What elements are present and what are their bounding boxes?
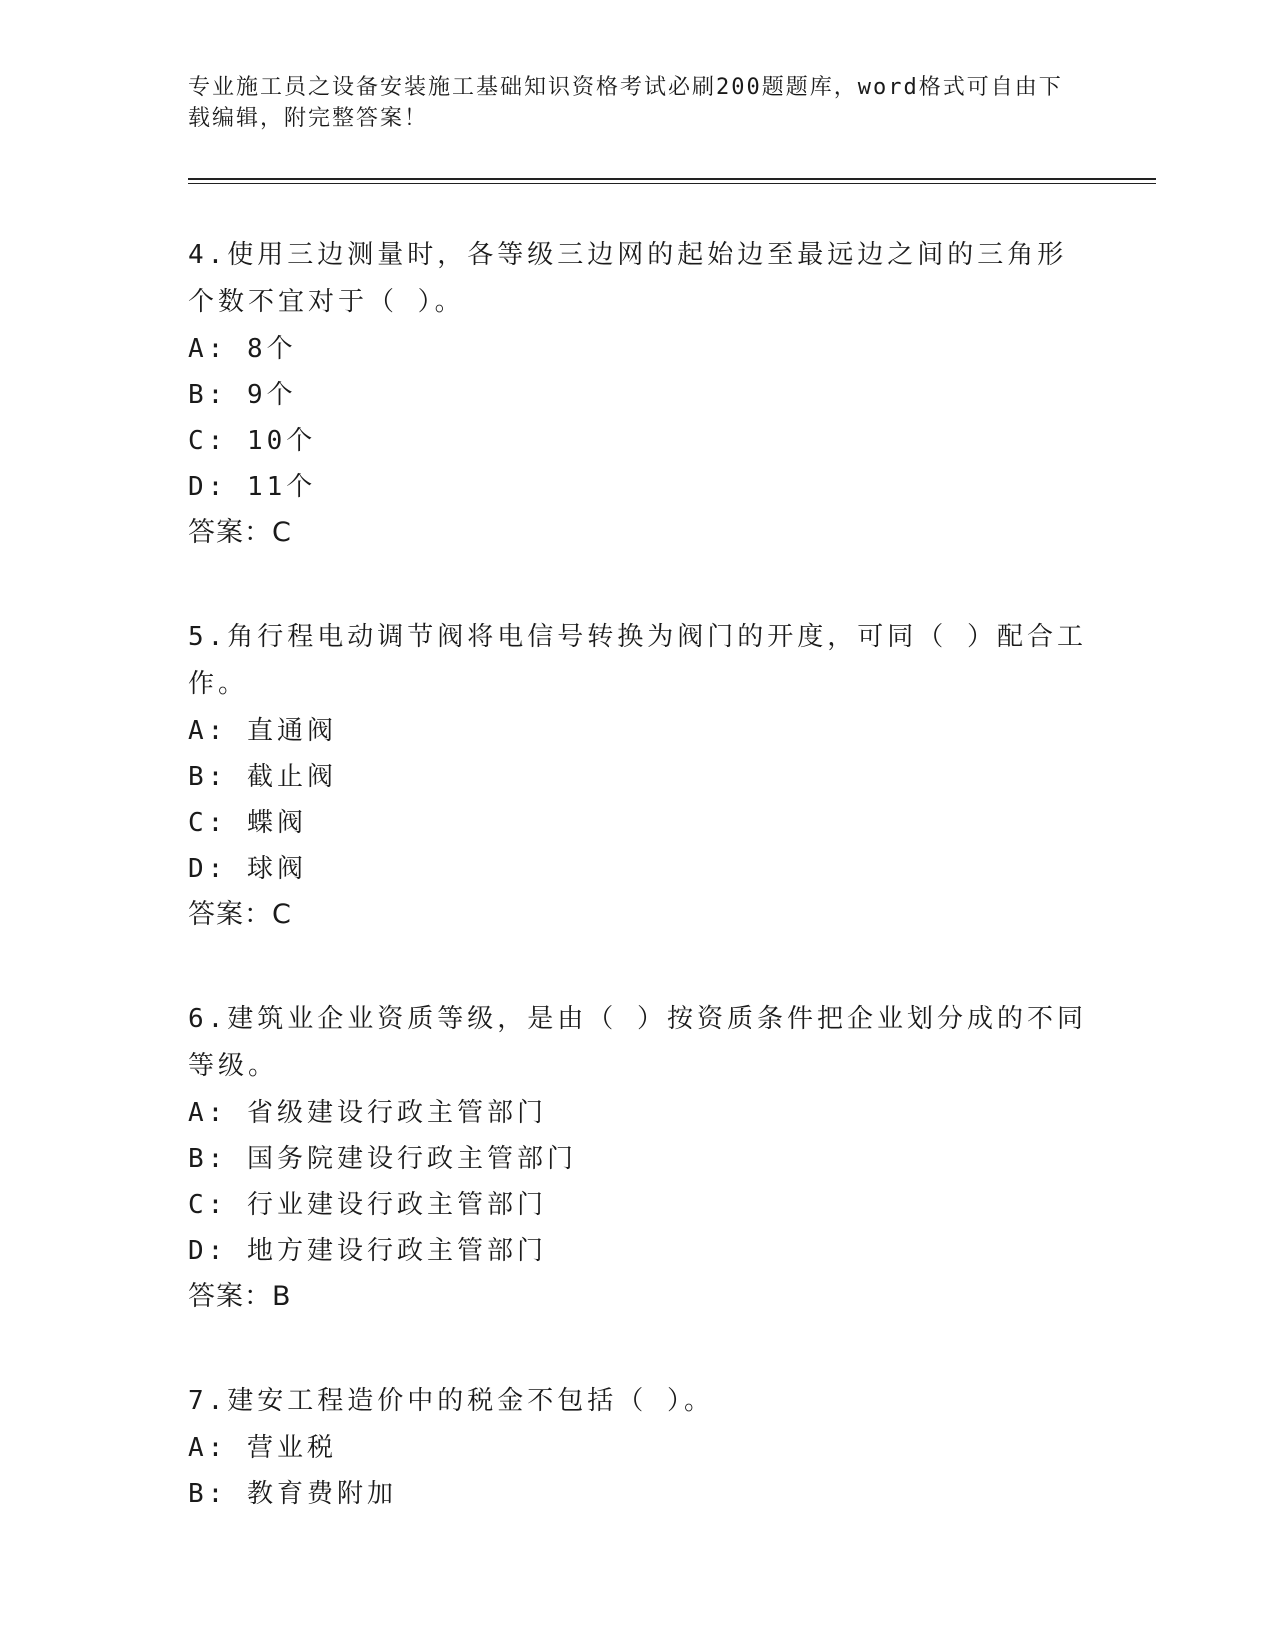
question-text: 7.建安工程造价中的税金不包括（ ）。	[188, 1386, 714, 1416]
option-d: D: 11个	[188, 472, 317, 502]
question-text: 6.建筑业企业资质等级，是由（ ）按资质条件把企业划分成的不同等级。	[188, 1004, 1087, 1081]
question-text: 5.角行程电动调节阀将电信号转换为阀门的开度，可同（ ）配合工作。	[188, 622, 1087, 699]
answer-line: 答案：C	[188, 517, 292, 548]
option-a: A: 营业税	[188, 1433, 337, 1463]
option-b: B: 截止阀	[188, 762, 337, 792]
header-divider	[188, 178, 1156, 180]
answer-line: 答案：C	[188, 899, 292, 930]
option-d: D: 地方建设行政主管部门	[188, 1236, 547, 1266]
question-5	[188, 614, 1088, 938]
option-a: A: 直通阀	[188, 716, 337, 746]
option-d: D: 球阀	[188, 854, 307, 884]
header-divider-thin	[188, 183, 1156, 184]
option-c: C: 10个	[188, 426, 317, 456]
answer-line: 答案：B	[188, 1281, 292, 1312]
document-header: 专业施工员之设备安装施工基础知识资格考试必刷200题题库，word格式可自由下载编辑，附完整答案！	[188, 75, 1063, 131]
question-7	[188, 1378, 1088, 1517]
option-b: B: 9个	[188, 380, 297, 410]
option-a: A: 8个	[188, 334, 297, 364]
question-text: 4.使用三边测量时，各等级三边网的起始边至最远边之间的三角形个数不宜对于（ ）。	[188, 240, 1068, 317]
option-c: C: 蝶阀	[188, 808, 307, 838]
question-4	[188, 232, 1088, 556]
option-a: A: 省级建设行政主管部门	[188, 1098, 547, 1128]
question-6	[188, 996, 1088, 1320]
option-b: B: 国务院建设行政主管部门	[188, 1144, 577, 1174]
option-b: B: 教育费附加	[188, 1479, 397, 1509]
question-list	[188, 232, 1088, 1575]
option-c: C: 行业建设行政主管部门	[188, 1190, 547, 1220]
